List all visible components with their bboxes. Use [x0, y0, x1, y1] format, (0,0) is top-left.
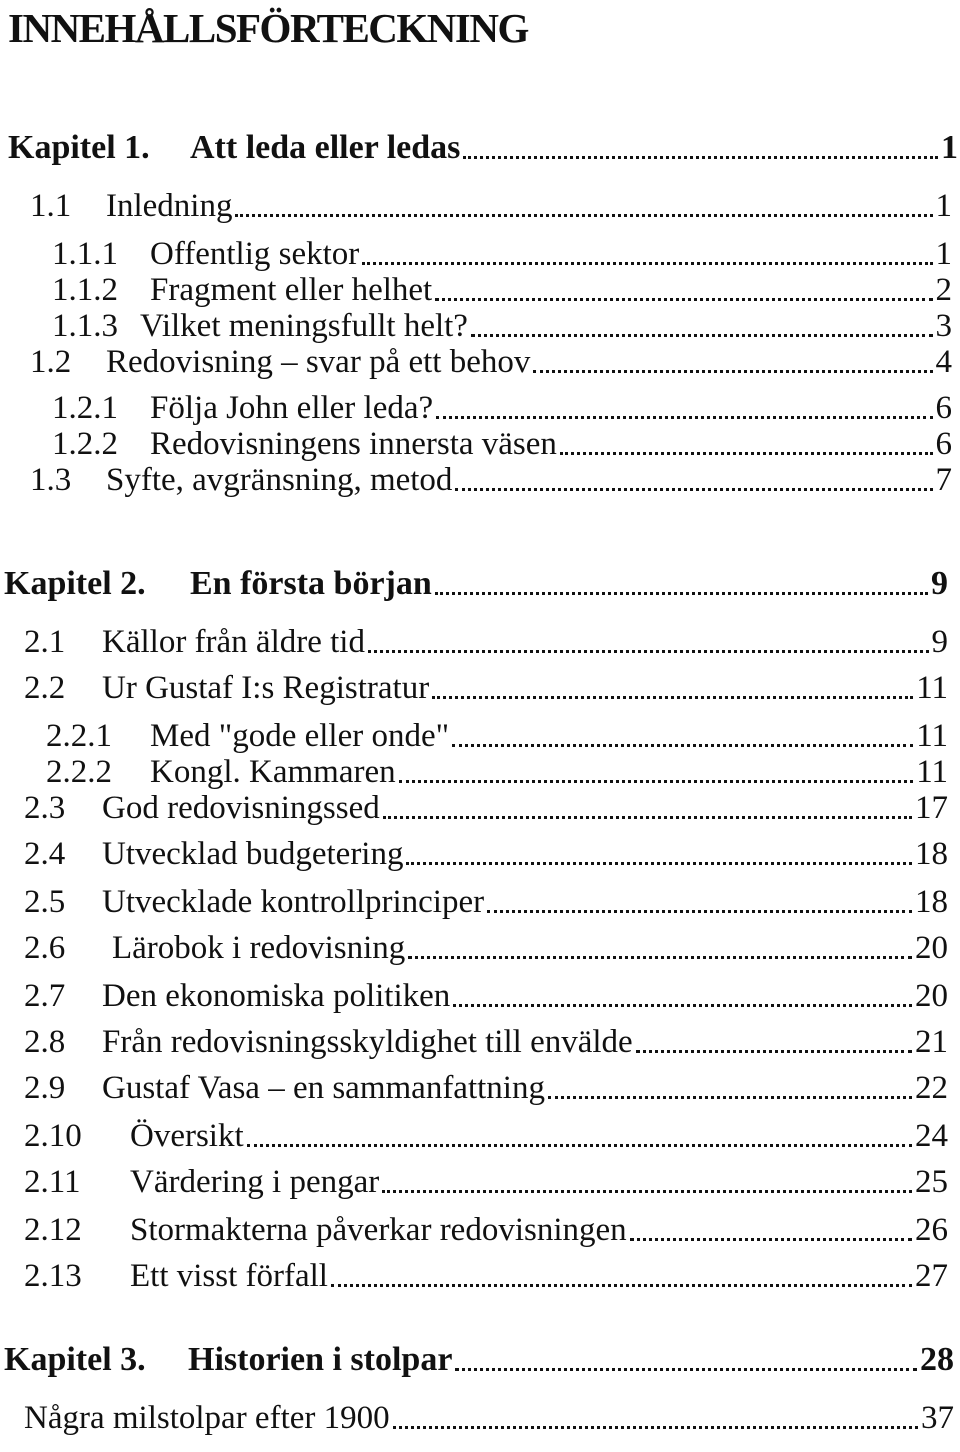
entry-label: Stormakterna påverkar redovisningen: [130, 1212, 627, 1248]
entry-page: 22: [915, 1070, 948, 1106]
entry-number: Kapitel 3.: [4, 1341, 146, 1378]
toc-entry-1-2: [30, 342, 952, 382]
dot-leader: [455, 488, 932, 491]
dot-leader: [452, 744, 913, 747]
page-title: INNEHÅLLSFÖRTECKNING: [8, 5, 528, 51]
dot-leader: [399, 780, 914, 783]
entry-number: 1.2.2: [52, 426, 118, 462]
entry-page: 17: [915, 790, 948, 826]
toc-entry-2-4: [24, 834, 948, 874]
dot-leader: [436, 416, 932, 419]
entry-label: Vilket meningsfullt helt?: [140, 308, 468, 344]
entry-page: 1: [935, 188, 952, 224]
entry-label: Redovisning – svar på ett behov: [106, 344, 531, 380]
dot-leader: [487, 910, 912, 913]
entry-number: 1.1.3: [52, 308, 118, 344]
entry-label: En första början: [190, 565, 432, 602]
dot-leader: [630, 1238, 912, 1241]
entry-page: 20: [915, 978, 948, 1014]
entry-label: Från redovisningsskyldighet till envälde: [102, 1024, 633, 1060]
entry-page: 7: [935, 462, 952, 498]
entry-number: 2.1: [24, 624, 66, 660]
dot-leader: [463, 156, 938, 159]
entry-page: 11: [916, 718, 948, 754]
entry-label: Utvecklad budgetering: [102, 836, 404, 872]
entry-page: 25: [915, 1164, 948, 1200]
entry-page: 2: [935, 272, 952, 308]
entry-label: Historien i stolpar: [188, 1341, 453, 1378]
entry-label: Ur Gustaf I:s Registratur: [102, 670, 430, 706]
entry-page: 6: [935, 426, 952, 462]
entry-page: 11: [916, 754, 948, 790]
toc-entry-1-2-1: [52, 388, 952, 428]
toc-entry-2-2-1: [46, 716, 948, 756]
entry-page: 20: [915, 930, 948, 966]
entry-page: 28: [920, 1341, 954, 1378]
dot-leader: [560, 452, 933, 455]
entry-number: 1.1.2: [52, 272, 118, 308]
entry-label: Lärobok i redovisning: [112, 930, 406, 966]
dot-leader: [235, 214, 932, 217]
toc-entry-1-1: [30, 186, 952, 226]
entry-number: 2.3: [24, 790, 66, 826]
entry-label: Fragment eller helhet: [150, 272, 433, 308]
toc-entry-chapter-1: [8, 128, 958, 168]
toc-entry-milestones: [24, 1398, 954, 1438]
dot-leader: [435, 592, 928, 595]
dot-leader: [636, 1050, 912, 1053]
toc-entry-2-6: [24, 928, 948, 968]
entry-page: 6: [935, 390, 952, 426]
dot-leader: [453, 1004, 912, 1007]
toc-entry-2-13: [24, 1256, 948, 1296]
entry-number: 2.2.1: [46, 718, 112, 754]
toc-entry-2-2: [24, 668, 948, 708]
entry-page: 21: [915, 1024, 948, 1060]
entry-number: 2.4: [24, 836, 66, 872]
entry-number: 1.3: [30, 462, 72, 498]
entry-number: 1.2: [30, 344, 72, 380]
entry-number: 2.5: [24, 884, 66, 920]
toc-entry-1-3: [30, 460, 952, 500]
entry-number: 2.10: [24, 1118, 82, 1154]
toc-entry-1-1-3: [52, 306, 952, 346]
dot-leader: [362, 262, 932, 265]
entry-label: Med "gode eller onde": [150, 718, 450, 754]
toc-entry-2-3: [24, 788, 948, 828]
dot-leader: [393, 1426, 918, 1429]
dot-leader: [435, 298, 932, 301]
entry-label: Syfte, avgränsning, metod: [106, 462, 453, 498]
entry-label: Offentlig sektor: [150, 236, 360, 272]
toc-entry-2-1: [24, 622, 948, 662]
dot-leader: [432, 696, 913, 699]
toc-entry-2-5: [24, 882, 948, 922]
entry-label: Den ekonomiska politiken: [102, 978, 451, 1014]
entry-page: 18: [915, 836, 948, 872]
dot-leader: [408, 956, 912, 959]
entry-page: 24: [915, 1118, 948, 1154]
entry-number: 2.8: [24, 1024, 66, 1060]
entry-label: Att leda eller ledas: [190, 129, 461, 166]
entry-page: 1: [935, 236, 952, 272]
toc-entry-2-11: [24, 1162, 948, 1202]
dot-leader: [382, 1190, 912, 1193]
entry-page: 1: [941, 129, 958, 166]
entry-page: 18: [915, 884, 948, 920]
entry-page: 3: [935, 308, 952, 344]
entry-number: 2.7: [24, 978, 66, 1014]
entry-page: 26: [915, 1212, 948, 1248]
entry-number: 2.2.2: [46, 754, 112, 790]
toc-entry-2-7: [24, 976, 948, 1016]
dot-leader: [247, 1144, 912, 1147]
entry-number: 2.11: [24, 1164, 81, 1200]
toc-entry-2-8: [24, 1022, 948, 1062]
dot-leader: [533, 370, 932, 373]
toc-entry-1-1-1: [52, 234, 952, 274]
entry-label: Ett visst förfall: [130, 1258, 328, 1294]
dot-leader: [383, 816, 912, 819]
entry-number: 1.1: [30, 188, 72, 224]
dot-leader: [548, 1096, 912, 1099]
entry-number: Kapitel 2.: [4, 565, 146, 602]
entry-label: Översikt: [130, 1118, 244, 1154]
entry-page: 11: [916, 670, 948, 706]
entry-page: 9: [931, 624, 948, 660]
entry-label: Inledning: [106, 188, 233, 224]
entry-number: 2.12: [24, 1212, 82, 1248]
entry-page: 27: [915, 1258, 948, 1294]
toc-entry-2-10: [24, 1116, 948, 1156]
toc-entry-chapter-3: [4, 1340, 954, 1380]
entry-number: 2.13: [24, 1258, 82, 1294]
dot-leader: [406, 862, 912, 865]
entry-label: Källor från äldre tid: [102, 624, 365, 660]
entry-label: God redovisningssed: [102, 790, 380, 826]
toc-entry-2-2-2: [46, 752, 948, 792]
entry-label: Några milstolpar efter 1900: [24, 1400, 390, 1436]
entry-number: 2.9: [24, 1070, 66, 1106]
entry-label: Värdering i pengar: [130, 1164, 380, 1200]
entry-page: 4: [935, 344, 952, 380]
dot-leader: [455, 1368, 917, 1371]
entry-number: 1.2.1: [52, 390, 118, 426]
entry-label: Kongl. Kammaren: [150, 754, 396, 790]
entry-label: Utvecklade kontrollprinciper: [102, 884, 485, 920]
entry-number: 2.2: [24, 670, 66, 706]
dot-leader: [471, 334, 933, 337]
toc-entry-2-12: [24, 1210, 948, 1250]
toc-entry-chapter-2: [4, 564, 948, 604]
entry-page: 9: [931, 565, 948, 602]
dot-leader: [368, 650, 929, 653]
entry-label: Gustaf Vasa – en sammanfattning: [102, 1070, 545, 1106]
entry-number: 2.6: [24, 930, 66, 966]
entry-number: Kapitel 1.: [8, 129, 150, 166]
toc-entry-1-1-2: [52, 270, 952, 310]
entry-label: Följa John eller leda?: [150, 390, 434, 426]
dot-leader: [331, 1284, 912, 1287]
toc-entry-1-2-2: [52, 424, 952, 464]
entry-label: Redovisningens innersta väsen: [150, 426, 557, 462]
toc-entry-2-9: [24, 1068, 948, 1108]
entry-number: 1.1.1: [52, 236, 118, 272]
entry-page: 37: [921, 1400, 954, 1436]
